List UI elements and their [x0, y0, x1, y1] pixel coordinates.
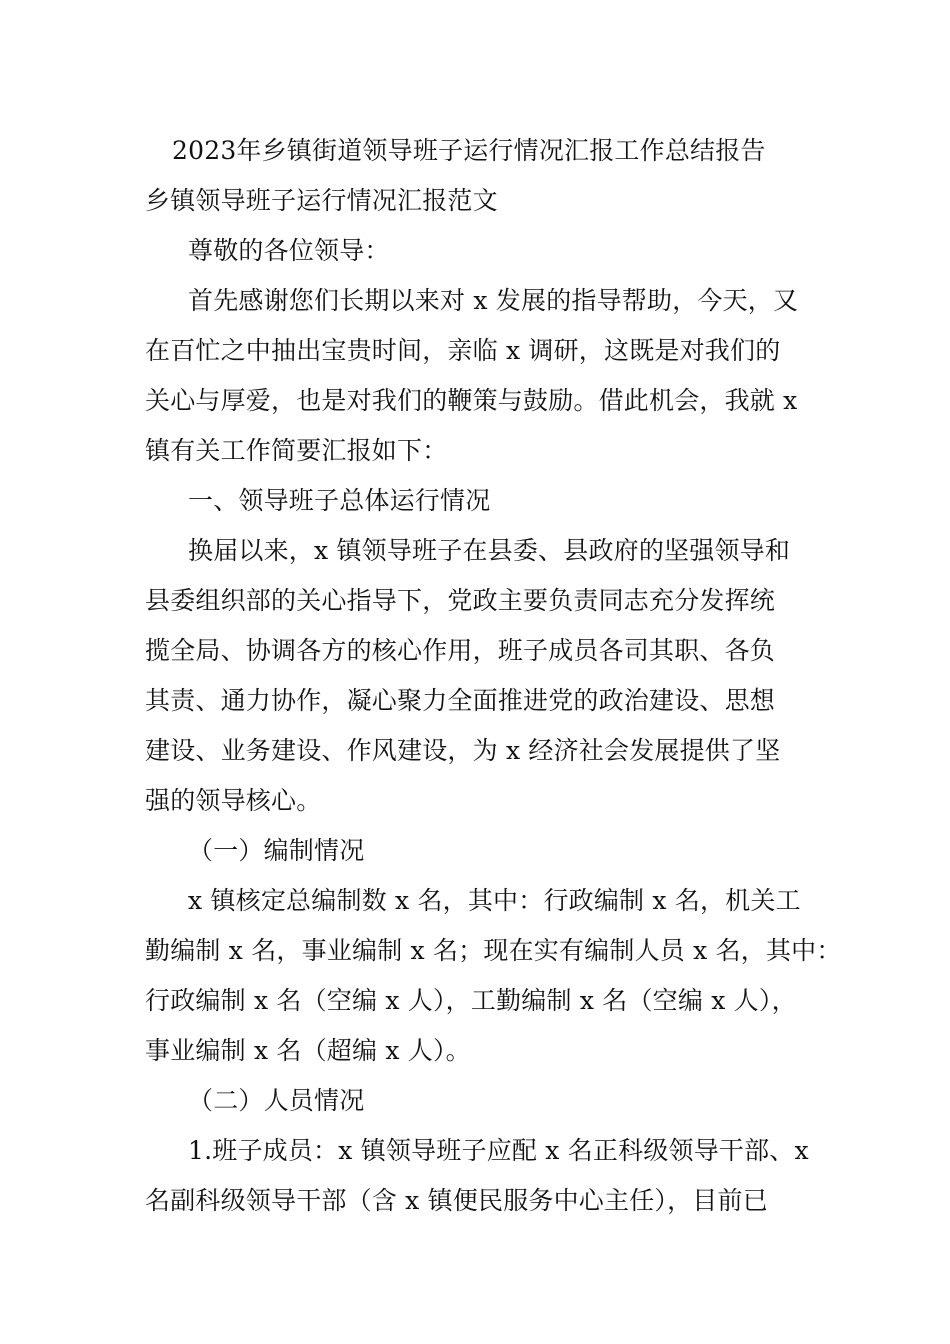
intro-line: 镇有关工作简要汇报如下： — [145, 436, 448, 465]
subsection-paragraph-line: 名副科级领导干部（含 x 镇便民服务中心主任），目前已 — [145, 1186, 768, 1215]
intro-line: 关心与厚爱，也是对我们的鞭策与鼓励。借此机会，我就 x — [145, 386, 798, 415]
subsection-heading: （二）人员情况 — [188, 1086, 365, 1115]
intro-line: 在百忙之中抽出宝贵时间，亲临 x 调研，这既是对我们的 — [145, 336, 781, 365]
greeting: 尊敬的各位领导： — [188, 236, 390, 265]
section-paragraph-line: 县委组织部的关心指导下，党政主要负责同志充分发挥统 — [145, 586, 776, 615]
subsection-paragraph-line: 1.班子成员：x 镇领导班子应配 x 名正科级领导干部、x — [188, 1136, 809, 1165]
document-subtitle: 乡镇领导班子运行情况汇报范文 — [145, 186, 498, 215]
subsection-paragraph-line: x 镇核定总编制数 x 名，其中：行政编制 x 名，机关工 — [188, 886, 801, 915]
subsection-paragraph-line: 事业编制 x 名（超编 x 人）。 — [145, 1036, 471, 1065]
section-paragraph-line: 建设、业务建设、作风建设，为 x 经济社会发展提供了坚 — [145, 736, 781, 765]
document-title: 2023年乡镇街道领导班子运行情况汇报工作总结报告 — [172, 136, 766, 165]
section-heading: 一、领导班子总体运行情况 — [188, 486, 491, 515]
section-paragraph-line: 其责、通力协作，凝心聚力全面推进党的政治建设、思想 — [145, 686, 776, 715]
subsection-heading: （一）编制情况 — [188, 836, 365, 865]
section-paragraph-line: 强的领导核心。 — [145, 786, 322, 815]
subsection-paragraph-line: 行政编制 x 名（空编 x 人），工勤编制 x 名（空编 x 人）， — [145, 986, 797, 1015]
subsection-paragraph-line: 勤编制 x 名，事业编制 x 名；现在实有编制人员 x 名，其中： — [145, 936, 842, 965]
section-paragraph-line: 换届以来，x 镇领导班子在县委、县政府的坚强领导和 — [188, 536, 791, 565]
section-paragraph-line: 揽全局、协调各方的核心作用，班子成员各司其职、各负 — [145, 636, 776, 665]
intro-line: 首先感谢您们长期以来对 x 发展的指导帮助，今天，又 — [188, 286, 799, 315]
